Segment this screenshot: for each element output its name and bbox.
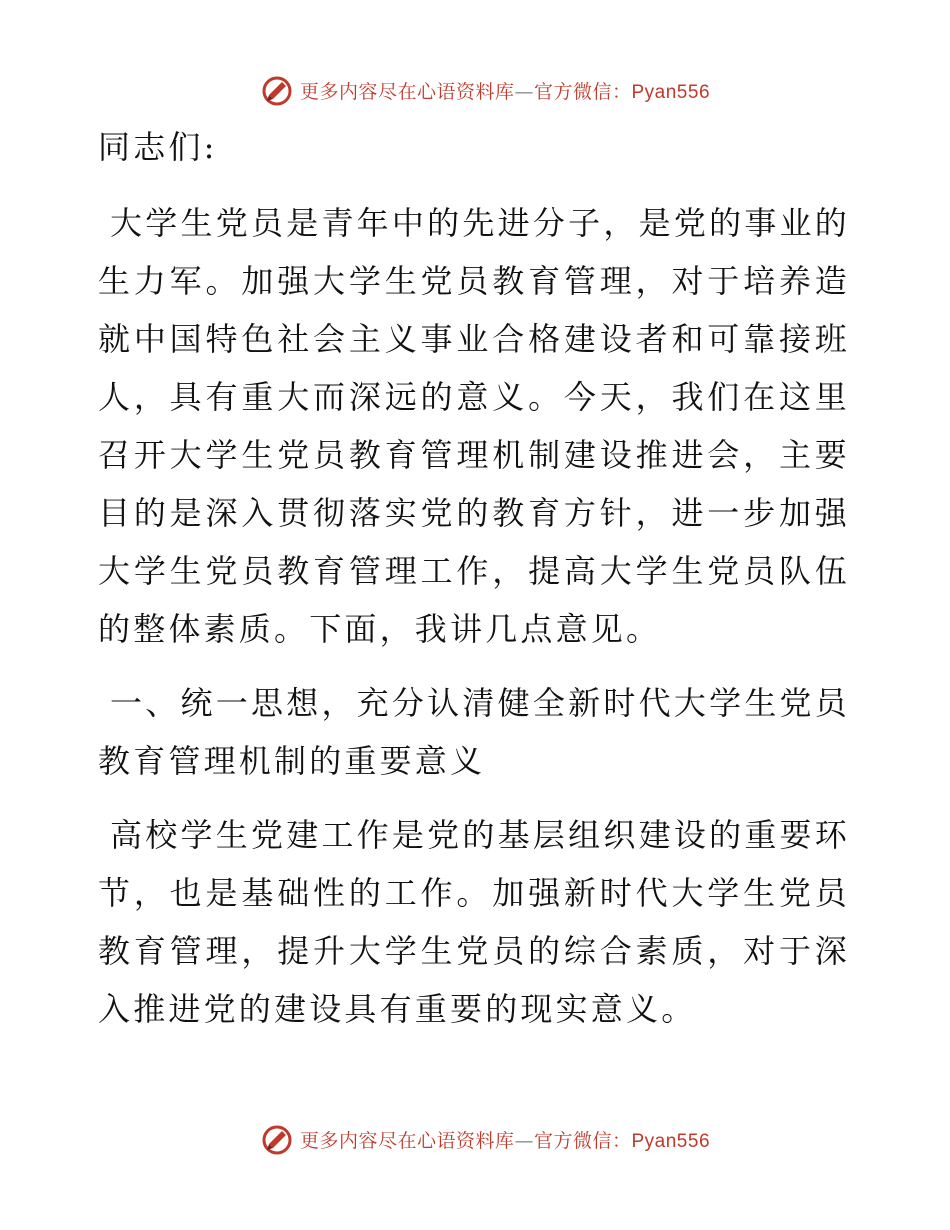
document-body <box>98 118 850 1038</box>
watermark-group <box>260 1122 710 1156</box>
paragraph-intro: 大学生党员是青年中的先进分子，是党的事业的生力军。加强大学生党员教育管理，对于培养造就中国特色社会主义事业合格建设者和可靠接班人，具有重大而深远的意义。今天，我们在这里召开大学生党员教育管理机制建设推进会，主要目的是深入贯彻落实党的教育方针，进一步加强大学生党员教育管理工作，提高大学生党员队伍的整体素质。下面，我讲几点意见。 <box>98 204 850 648</box>
watermark-text <box>300 1126 710 1153</box>
watermark-group <box>260 73 710 107</box>
watermark-label: 官方微信： <box>533 80 632 103</box>
watermark-handle: Pyan556 <box>631 1130 711 1152</box>
watermark-label: 官方微信： <box>533 1129 632 1152</box>
greeting: 同志们: <box>98 128 218 166</box>
watermark-text <box>300 77 710 104</box>
watermark-handle: Pyan556 <box>631 81 711 103</box>
section-heading-1: 一、统一思想，充分认清健全新时代大学生党员教育管理机制的重要意义 <box>98 684 850 780</box>
watermark-header-top <box>0 70 950 110</box>
watermark-site-text: 更多内容尽在心语资料库 <box>299 80 515 103</box>
watermark-separator: — <box>514 1129 534 1152</box>
pen-logo-icon <box>260 73 294 107</box>
watermark-site-text: 更多内容尽在心语资料库 <box>299 1129 515 1152</box>
watermark-separator: — <box>514 80 534 103</box>
pen-logo-icon <box>260 1122 294 1156</box>
paragraph-section-1: 高校学生党建工作是党的基层组织建设的重要环节，也是基础性的工作。加强新时代大学生党员教育管理，提升大学生党员的综合素质，对于深入推进党的建设具有重要的现实意义。 <box>98 816 850 1028</box>
watermark-header-bottom <box>0 1119 950 1159</box>
